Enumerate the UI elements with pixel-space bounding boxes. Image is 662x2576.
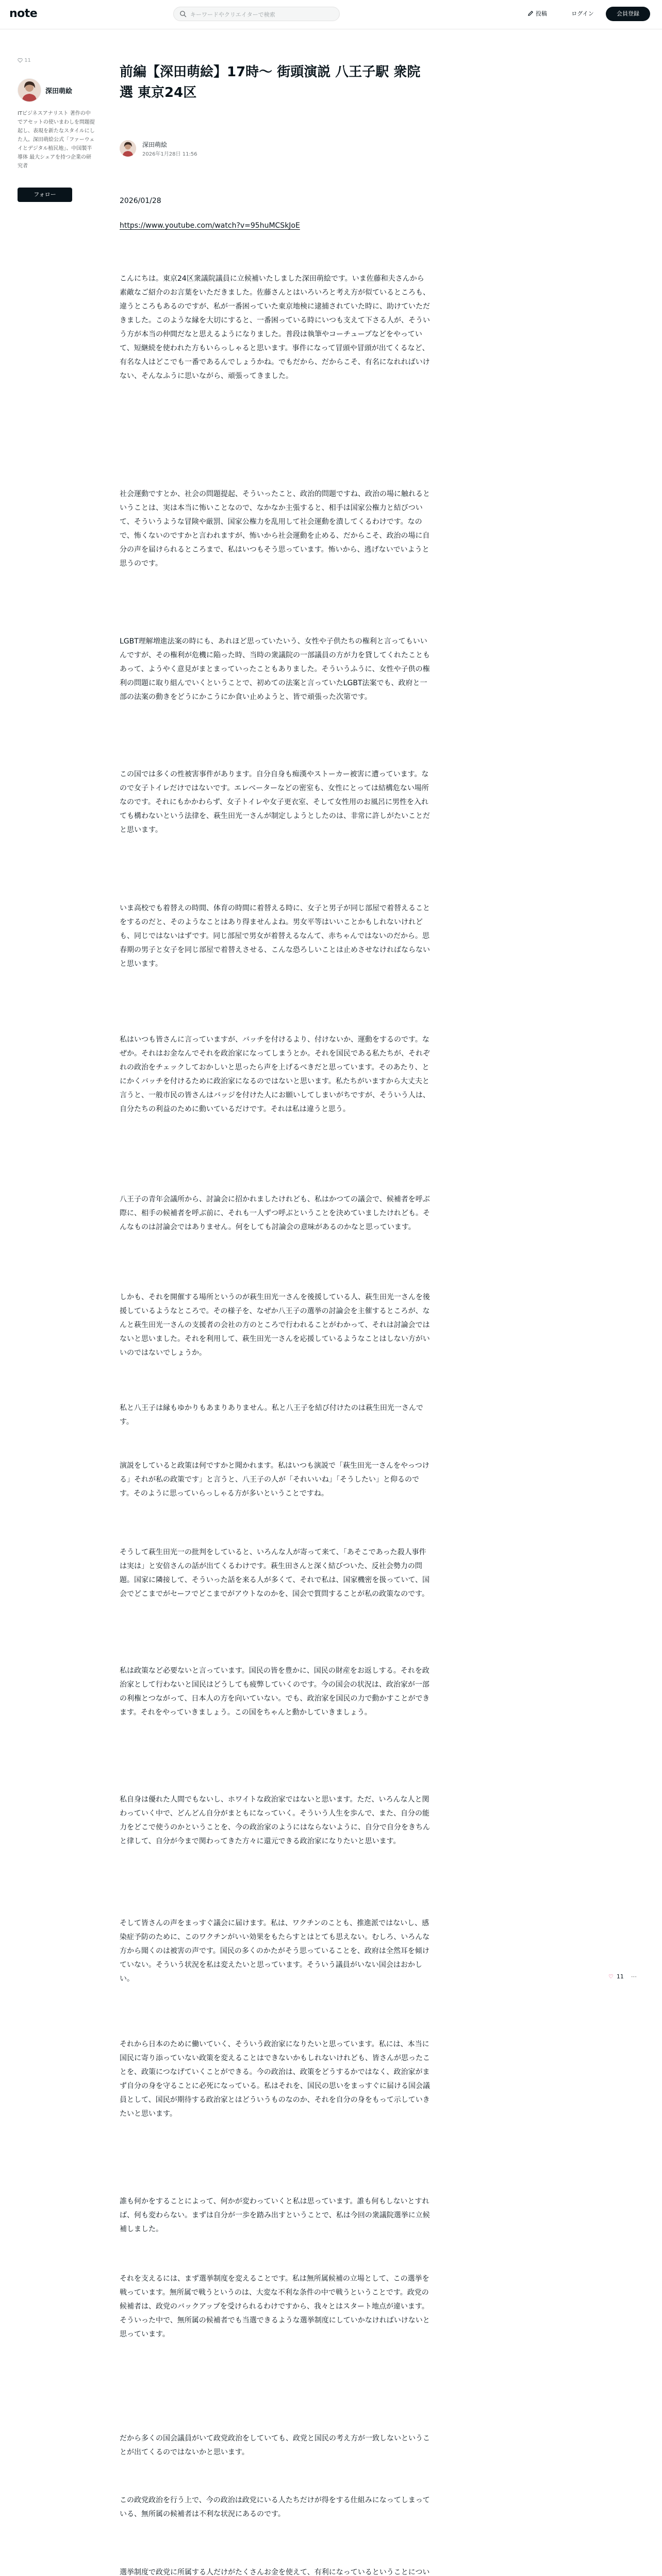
- article-meta: [120, 137, 326, 162]
- paragraph: いま高校でも着替えの時間、体育の時間に着替える時に、女子と男子が同じ部屋で着替えることをするのだと、そのようなことはあり得ませんよね。男女平等はいいことかもしれないけれども、同じではないはずです。同じ部屋で男女が着替えるなんて、赤ちゃんではないのだから。思春期の男子と女子を同じ部屋で着替えさせる、こんな恐ろしいことは止めさせなければならないと思います。: [120, 904, 430, 968]
- paragraph: 選挙制度で政党に所属する人だけがたくさんお金を使えて、有利になっているということについ: [120, 2568, 430, 2576]
- login-button[interactable]: ログイン: [571, 10, 594, 17]
- paragraph: しかも、それを開催する場所というのが萩生田光一さんを後援している人、萩生田光一さんを後援しているようなところで。その様子を、なぜか八王子の選挙の討論会を主催するところが、なんと萩生田光一さんの支援者の会社の方のところで行われることがわかって、それは討論会ではないと思いました。それを利用して、萩生田光一さんを応援しているようなことはしない方がいいのではないでしょうか。: [120, 1293, 430, 1357]
- paragraph: それから日本のために働いていく、そういう政治家になりたいと思っています。私には、本当に国民に寄り添っていない政策を変えることはできないかもしれないけれども、皆さんが思ったことを、政策につなげていくことができる。今の政治は、政策をどうするかではなく、政治家がまず自分の身を守ることに必死になっている。私はそれを、国民の思いをまっすぐに届ける国会議員として、国民が期待する政治家とはどういうものなのか、それを自分の身をもって示していきたいと思います。: [120, 2040, 430, 2118]
- paragraph: だから多くの国会議員がいて政党政治をしていても、政党と国民の考え方が一致しないということが出てくるのではないかと思います。: [120, 2434, 430, 2456]
- paragraph: LGBT理解増進法案の時にも、あれほど思っていたいう、女性や子供たちの権利と言ってもいいんですが、その権利が危機に陥った時、当時の衆議院の一部議員の方が力を貸してくれたこともあって、ようやく意見がまとまっていったこともありました。そういうふうに、女性や子供の権利の問題に取り組んでいくということで、初めての法案と言っていたLGBT法案でも、政府と一部の法案の動きをどうにかこうにか食い止めようと、皆で頑張った次第です。: [120, 637, 430, 701]
- search-input[interactable]: [189, 9, 336, 20]
- paragraph: 社会運動ですとか、社会の問題提起、そういったこと、政治的問題ですね、政治の場に触れるということは、実は本当に怖いことなので、なかなか主張すると、相手は国家公権力と結びついて、そういうような冒険や厳罰、国家公権力を乱用して社会運動を潰してくるわけです。なので、怖くないのですかと言われますが、怖いから社会運動を止める、だからこそ、政治の場に自分の声を届けられるところまで、私はいつもそう思っています。怖いから、逃げないでいようと思うのです。: [120, 490, 430, 568]
- top-like-number: 11: [24, 58, 31, 63]
- avatar-portrait-small: [120, 140, 136, 157]
- paragraph: 私はいつも皆さんに言っていますが、バッチを付けるより、付けないか、運動をするのです。なぜか。それはお金なんでそれを政治家になってしまうとか。それを国民である私たちが、それぞれの政治をチェックしておかしいと思ったら声を上げるべきだと思っています。そのあたり、とにかくバッチを付けるために政治家になるのではないと思います。私たちがいますから大丈夫と言うと、一般市民の皆さんはバッジを付けた人にお願いしてしまいがちですが、そういう人は、自分たちの利益のために動いているだけです。それは私は違うと思う。: [120, 1036, 430, 1113]
- pencil-icon: [527, 10, 534, 16]
- author-bio: ITビジネスアナリスト 著作の中でアセットの使いまわしを問題提起し、表現を新たなスタイルにした人。深田萌絵公式「ファーウェイとデジタル植民地」、中国製半導体 最大シェアを持つ企業の研究者: [18, 111, 95, 169]
- note-logo[interactable]: note: [9, 7, 38, 20]
- follow-button[interactable]: [18, 188, 72, 202]
- post-label: 投稿: [536, 10, 547, 17]
- meta-author-name[interactable]: 深田萌絵: [142, 141, 168, 148]
- youtube-link[interactable]: https://www.youtube.com/watch?v=95huMCSkJoE: [120, 222, 300, 230]
- author-name[interactable]: 深田萌絵: [45, 88, 73, 95]
- article-title: 前編【深田萌絵】17時～ 街頭演説 八王子駅 衆院選 東京24区: [120, 64, 421, 100]
- paragraph: そして皆さんの声をまっすぐ議会に届けます。私は、ワクチンのことも、推進派ではないし、感染症予防のために、このワクチンがいい効果をもたらすとはとても思えない。むしろ、いろんな方から聞くのは被害の声です。国民の多くのかたがそう思っていることを、政府は全然耳を傾けていない。そういう状況を私は変えたいと思っています。そういう議員がいない国会はおかしい。: [120, 1919, 430, 1983]
- paragraph: この政党政治を行う上で、今の政治は政党にいる人たちだけが得をする仕組みになってしまっている、無所属の候補者は不利な状況にあるのです。: [120, 2496, 430, 2518]
- paragraph: この国では多くの性被害事件があります。自分自身も痴漢やストーカー被害に遭っています。なので女子トイレだけではないです。エレベーターなどの密室も、女性にとっては結構危ない場所なのです。それにもかかわらず、女子トイレや女子更衣室、そして女性用のお風呂に男性を入れても構わないという法律を、萩生田光一さんが制定しようとしたのは、非常に許しがたいことだと思います。: [120, 770, 430, 834]
- search-icon: [179, 10, 187, 18]
- search-box[interactable]: [173, 7, 340, 21]
- heart-outline-icon: [18, 58, 23, 63]
- follow-label: フォロー: [34, 191, 56, 198]
- heart-icon[interactable]: ♡: [608, 1973, 614, 1980]
- side-like-bar: [608, 1973, 637, 1980]
- meta-publish-date: 2026年1月28日 11:56: [142, 151, 197, 157]
- top-like-count: [18, 58, 31, 63]
- paragraph: そうして萩生田光一の批判をしていると、いろんな人が寄って来て、「あそこであった殺人事件は実は」と安倍さんの話が出てくるわけです。萩生田さんと深く結びついた、反社会勢力の問題。国家に隣接して、そういった話を来る人が多くて、それで私は、国家機密を扱っていて、国会でどこまでがセーフでどこまでがアウトなのかを、国会で質問することが私の政策なのです。: [120, 1548, 430, 1598]
- paragraph: 誰も何かをすることによって、何かが変わっていくと私は思っています。誰も何もしないとすれば、何も変わらない。まずは自分が一歩を踏み出すということで、私は今回の衆議院選挙に立候補しました。: [120, 2197, 430, 2233]
- more-options-icon[interactable]: ⋯: [631, 1973, 637, 1980]
- paragraph: 私は政策など必要ないと言っています。国民の皆を豊かに、国民の財産をお返しする。それを政治家として行わないと国民はどうしても疲弊していくのです。今の国会の状況は、政治家が一部の利権とつながって、日本人の方を向いていない。でも、政治家を国民の力で動かすことができます。それをやっていきましょう。この国をちゃんと動かしていきましょう。: [120, 1667, 430, 1717]
- like-count: 11: [616, 1973, 624, 1980]
- paragraph: それを支えるには、まず選挙制度を変えることです。私は無所属候補の立場として、この選挙を戦っています。無所属で戦うというのは、大変な不利な条件の中で戦うということです。政党の候補者は、政党のバックアップを受けられるわけですから、我々とはスタート地点が違います。そういった中で、無所属の候補者でも当選できるような選挙制度にしていかなければいけないと思っています。: [120, 2275, 430, 2338]
- signup-button[interactable]: 会員登録: [606, 7, 650, 21]
- paragraph: 私自身は優れた人間でもないし、ホワイトな政治家ではないと思います。ただ、いろんな人と関わっていく中で、どんどん自分がまともになっていく。そういう人生を歩んで、また、自分の能力をどこで使うのかということを、今の政治家のようにはならないように、自分で自分をきちんと律して、自分が今まで関わってきた方々に還元できる政治家になりたいと思います。: [120, 1795, 430, 1845]
- paragraph: 演説をしていると政策は何ですかと聞かれます。私はいつも演説で「萩生田光一さんをやっつける」それが私の政策です」と言うと、八王子の人が「それいいね」「そうしたい」と仰るのです。そのように思っていらっしゃる方が多いということですね。: [120, 1462, 429, 1498]
- avatar-portrait: [18, 79, 41, 101]
- paragraph: こんにちは。東京24区衆議院議員に立候補いたしました深田萌絵です。いま佐藤和夫さんから素敵なご紹介のお言葉をいただきました。佐藤さんとはいろいろと考え方が似ているところも、違うところもあるのですが、私が一番困っていた東京地検に逮捕されていた時に、助けていただきました。このような縁を大切にすると、一番困っている時にいつも支えて下さる人が、そういう方が本当の仲間だなと思えるようになりました。普段は執筆やコーチュープなどをやっていて、短継続を使われた方もいらっしゃると思います。事件になって冒頭や冒頭が出てくるなど、有名な人はどこでも一番であるんでしょうかね。でもだから、だからこそ、有名になれればいけない、そんなふうに思いながら、頑張ってきました。: [120, 275, 430, 380]
- top-header: [0, 0, 662, 29]
- body-date: 2026/01/28: [120, 197, 161, 205]
- paragraph: 八王子の青年会議所から、討論会に招かれましたけれども、私はかつての議会で、候補者を呼ぶ際に、相手の候補者を呼ぶ前に、それも一人ずつ呼ぶということを決めていましたけれども。そんなものは討論会ではありません。何をしても討論会の意味があるのかなと思っています。: [120, 1195, 430, 1231]
- paragraph: 私と八王子は縁もゆかりもあまりありません。私と八王子を結び付けたのは萩生田光一さんです。: [120, 1404, 423, 1426]
- author-avatar[interactable]: [18, 78, 41, 102]
- meta-author-avatar[interactable]: [120, 140, 136, 157]
- post-button[interactable]: [518, 7, 556, 21]
